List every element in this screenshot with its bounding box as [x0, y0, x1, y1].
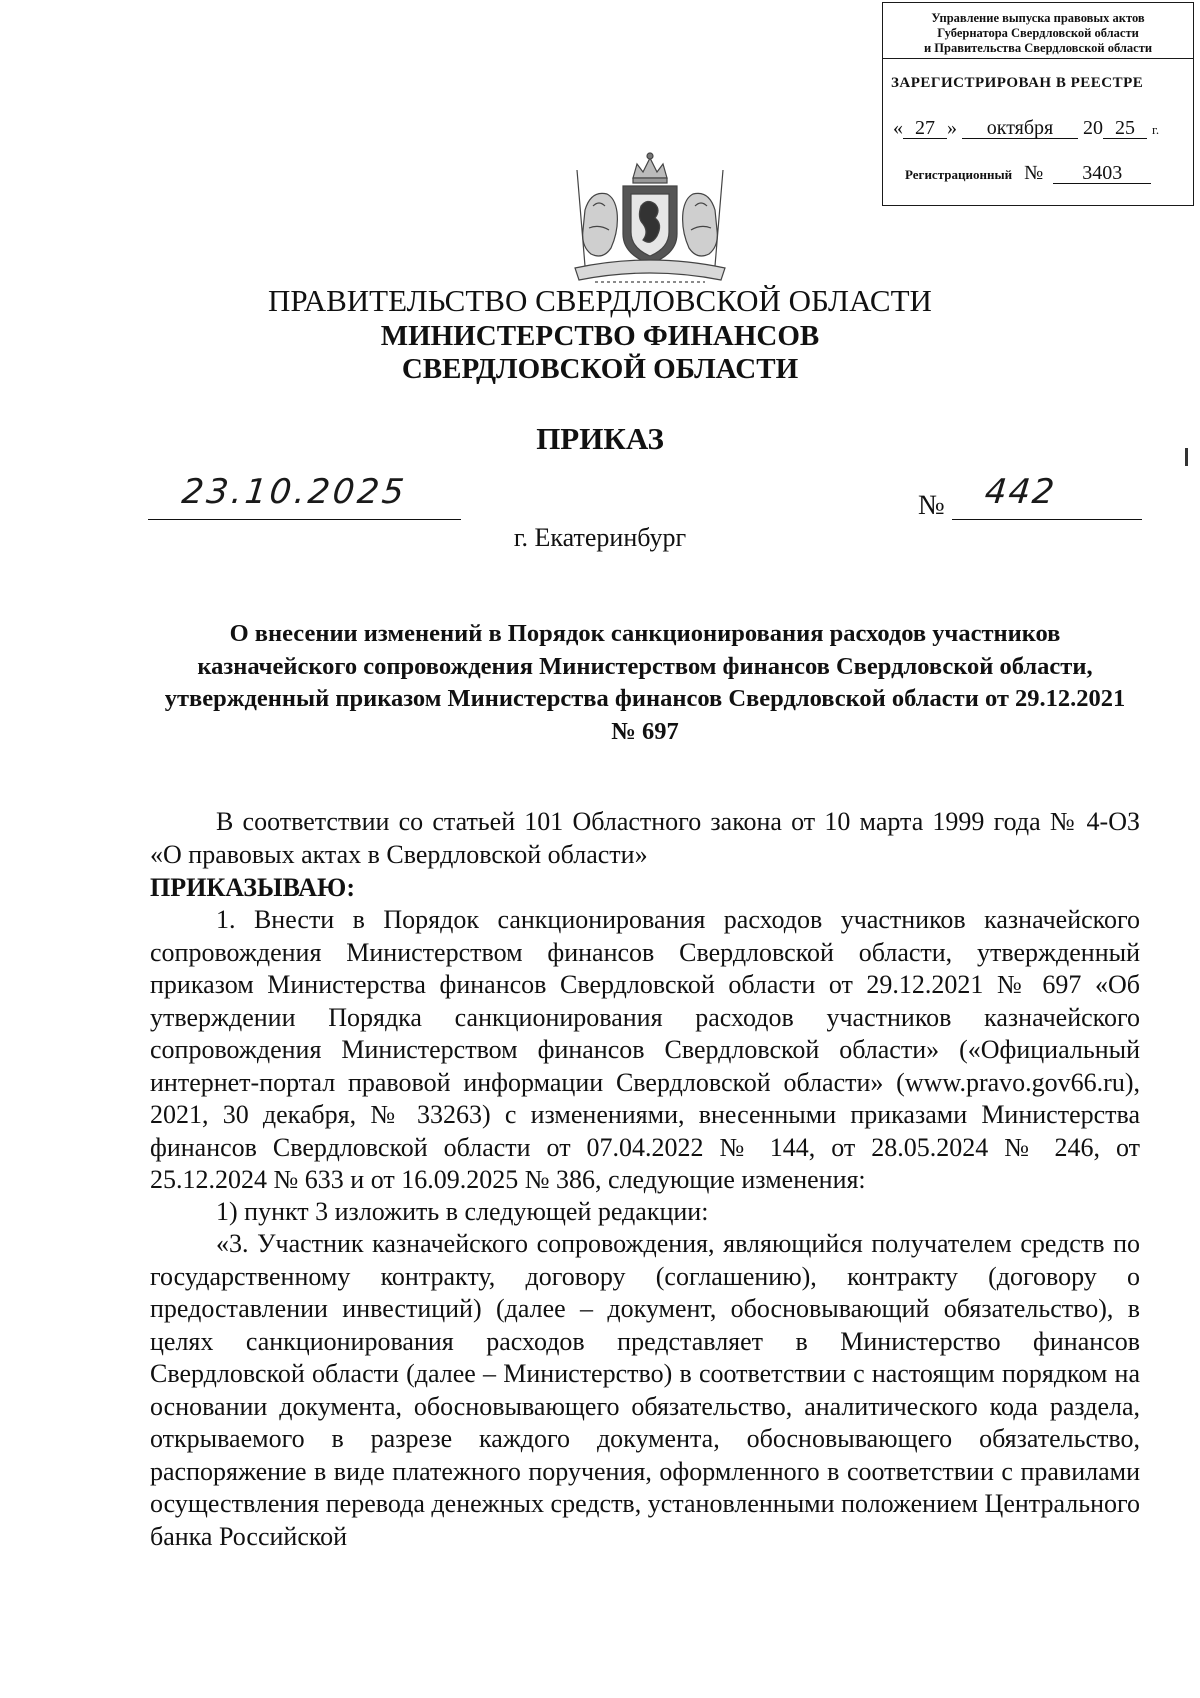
stamp-number-sign: №: [1024, 162, 1044, 184]
quoted-clause-3-paragraph: «3. Участник казначейского сопровождения, являющийся получателем средств по государственному контракту, договору (соглашению), контракту (договору о предоставлении инвестиций) (далее – документ, обосновывающий обязательство), в целях санкционирования расходов представляет в Министерство финансов Свердловской области (далее – Министерство) в соответствии с настоящим порядком на основании документа, обосновывающего обязательство, аналитического кода раздела, открываемого в разрезе каждого документа, обосновывающего обязательство, распоряжение в виде платежного поручения, оформленного в соответствии с правилами осуществления перевода денежных средств, установленными положением Центрального банка Российской: [150, 1229, 1140, 1551]
order-date-underline: [148, 519, 461, 520]
subitem-1-paragraph: 1) пункт 3 изложить в следующей редакции:: [216, 1197, 709, 1226]
stamp-date: [893, 117, 1159, 140]
item-1-paragraph: 1. Внести в Порядок санкционирования расходов участников казначейского сопровождения Министерством финансов Свердловской области, утвержденный приказом Министерства финансов Свердловской области от 29.12.2021 № 697 «Об утверждении Порядка санкционирования расходов участников казначейского сопровождения Министерством финансов Свердловской области» («Официальный интернет-портал правовой информации Свердловской области» (www.pravo.gov66.ru), 2021, 30 декабря, № 33263) с изменениями, внесенными приказами Министерства финансов Свердловской области от 07.04.2022 № 144, от 28.05.2024 № 246, от 25.12.2024 № 633 и от 16.09.2025 № 386, следующие изменения:: [150, 905, 1140, 1194]
stamp-year-prefix: 20: [1083, 117, 1103, 139]
stamp-year-unit: г.: [1152, 122, 1160, 137]
city-line: г. Екатеринбург: [513, 523, 687, 552]
document-type-title: ПРИКАЗ: [536, 421, 664, 456]
stamp-header-line: Управление выпуска правовых актов: [931, 11, 1145, 25]
registration-stamp: [882, 2, 1194, 206]
stamp-registered-label: ЗАРЕГИСТРИРОВАН В РЕЕСТРЕ: [891, 75, 1144, 91]
stamp-year-suffix: 25: [1103, 118, 1147, 139]
order-date-handwritten: 23.10.2025: [179, 472, 409, 512]
stamp-header: [883, 3, 1193, 59]
region-title: СВЕРДЛОВСКОЙ ОБЛАСТИ: [401, 353, 799, 385]
stamp-reg-number-value: 3403: [1053, 163, 1151, 184]
stamp-header-line: Губернатора Свердловской области: [937, 26, 1139, 40]
order-word: ПРИКАЗЫВАЮ:: [150, 873, 355, 902]
coat-of-arms-emblem: [555, 150, 745, 290]
order-number-underline: [952, 519, 1142, 520]
preamble-paragraph: В соответствии со статьей 101 Областного закона от 10 марта 1999 года № 4-ОЗ «О правовых актах в Свердловской области»: [150, 807, 1140, 869]
stamp-month: октября: [962, 118, 1078, 139]
stamp-open-quote: «: [893, 117, 903, 139]
order-number-handwritten: 442: [982, 472, 1059, 512]
document-subject: О внесении изменений в Порядок санкционирования расходов участников казначейского сопровождения Министерством финансов Свердловской области, утвержденный приказом Министерства финансов Свердловской области от 29.12.2021 № 697: [164, 620, 1126, 745]
scan-mark: [1185, 448, 1188, 466]
stamp-close-quote: »: [947, 117, 957, 139]
stamp-day: 27: [903, 118, 947, 139]
government-title: ПРАВИТЕЛЬСТВО СВЕРДЛОВСКОЙ ОБЛАСТИ: [268, 283, 932, 318]
order-number-label: №: [918, 490, 945, 521]
stamp-header-line: и Правительства Свердловской области: [923, 41, 1153, 55]
stamp-reg-number-label: Регистрационный: [905, 167, 1013, 182]
ministry-title: МИНИСТЕРСТВО ФИНАНСОВ: [380, 320, 820, 352]
stamp-reg-number: [905, 162, 1151, 185]
